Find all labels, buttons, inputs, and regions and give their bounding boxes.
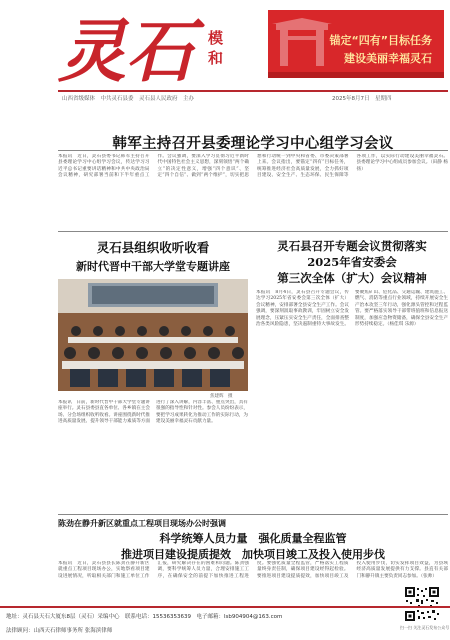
article3-headline-line2: 2025年省安委会	[307, 255, 397, 269]
masthead-date: 2025年8月7日 星期四	[332, 96, 392, 102]
article4-headline-line2: 科学统筹人员力量 强化质量全程监管	[159, 532, 347, 545]
article3-headline-line3: 第三次全体（扩大）会议精神	[277, 271, 427, 285]
promo-line-1: 锚定“四有”目标任务	[329, 34, 432, 47]
article3-body: 本报讯 8月4日，灵石县召开专题会议，传达学习2025年省安委会第三次全体（扩大）会议精神，安排部署全县安全生产工作。会议强调，要深刻汲取事故教训，牢固树立安全发展理念，压紧压实安全生产责任，全面排查整治各类风险隐患，坚决遏制重特大事故发生。要聚焦矿山、危化品、交通运输、建筑施工、燃气、消防等重点行业领域，持续开展安全生产治本攻坚三年行动，强化源头管控和过程监管。要严格落实领导干部带班值班和信息报送制度，加强应急物资储备，确保全县安全生产形势持续稳定。（杨佳琪 乐源）	[256, 290, 448, 328]
headline-main: 韩军主持召开县委理论学习中心组学习会议	[112, 135, 394, 152]
svg-text:和: 和	[208, 49, 224, 67]
promo-line-2: 建设美丽幸福灵石	[344, 52, 432, 65]
article1-body: 本报讯 近日，灵石县委书记韩军主持召开县委理论学习中心组学习会议，传达学习习近平总书记重要讲话精神和中共中央政治局会议精神，研究部署当前和下半年重点工作。会议强调，要深入学习贯彻习近平新时代中国特色社会主义思想，深刻领悟“两个确立”的决定性意义，增强“四个意识”、坚定“四个自信”、做到“两个维护”，切实把思想和行动统一到中央和省委、市委决策部署上来。会议指出，要锚定“四有”目标任务，统筹推进经济社会高质量发展，全力抓好项目建设、安全生产、生态环保、民生保障等各项工作，以实际行动建设美丽幸福灵石。县委理论学习中心组成员参加会议。（田静 杨扬）	[58, 154, 448, 179]
article2-headline-line1: 灵石县组织收听收看	[96, 240, 210, 255]
divider	[58, 231, 448, 232]
article2-body: 本报讯 日前，新时代晋中干部大学堂专题讲座举行。灵石县委县直各单位、各乡镇在主会场、分会场组织收听收看。讲座围绕新时代推进高质量发展、提升领导干部能力素质等方面进行了深入讲解，内容丰富、重点突出，具有很强的指导性和针对性。参会人员纷纷表示，要把学习成果转化为推动工作的实际行动，为建设美丽幸福灵石贡献力量。	[58, 400, 248, 425]
footer-legal: 法律顾问：山西天石律师事务所 张海滨律师	[6, 628, 113, 634]
svg-text:模: 模	[208, 29, 224, 47]
article3-headline-line1: 灵石县召开专题会议贯彻落实	[277, 239, 427, 253]
article2-headline-line2: 新时代晋中干部大学堂专题讲座	[76, 260, 230, 273]
divider	[58, 514, 448, 515]
masthead-rule	[58, 90, 448, 92]
footer-rule	[0, 606, 450, 608]
article4-headline-line3: 推进项目建设提质提效 加快项目竣工及投入使用步伐	[121, 548, 385, 561]
article4-headline-line1: 陈劲在静升新区就重点工程项目现场办公时强调	[58, 518, 226, 528]
newspaper-logo	[58, 5, 238, 85]
qr-caption: 扫一扫 关注灵石发布公众号	[400, 625, 450, 630]
gate-icon	[272, 18, 332, 70]
masthead-publisher: 山西省级媒体 中共灵石县委 灵石县人民政府 主办	[62, 96, 195, 102]
meeting-photo	[58, 279, 248, 391]
article4-body: 本报讯 近日，灵石县县长陈劲在静升新区就重点工程项目现场办公，实地察看项目建设进展情况，听取相关部门和施工单位工作汇报，研究解决存在的困难和问题。陈劲强调，要科学统筹人员力量，合理安排施工工序，在确保安全的前提下加快推进工程进度。要强化质量全程监管，严格落实工程质量终身责任制，确保项目建设经得起检验。要推进项目建设提质提效，加快项目竣工及投入使用步伐，切实发挥项目效益，为县域经济高质量发展提供有力支撑。县直有关部门和静升镇主要负责同志参加。（张帅）	[58, 561, 448, 579]
divider	[58, 150, 448, 151]
photo-caption: 焦建辉 摄	[210, 394, 233, 399]
promo-banner	[268, 10, 444, 78]
svg-text:灵石: 灵石	[58, 12, 195, 85]
promo-bottom-bar	[268, 72, 444, 78]
footer	[0, 606, 450, 640]
masthead	[0, 0, 450, 100]
footer-address: 地址：灵石县天石大厦东8层（灵石）采编中心 联系电话：15536353639 电子邮箱：lsb904904@163.com	[6, 614, 283, 620]
